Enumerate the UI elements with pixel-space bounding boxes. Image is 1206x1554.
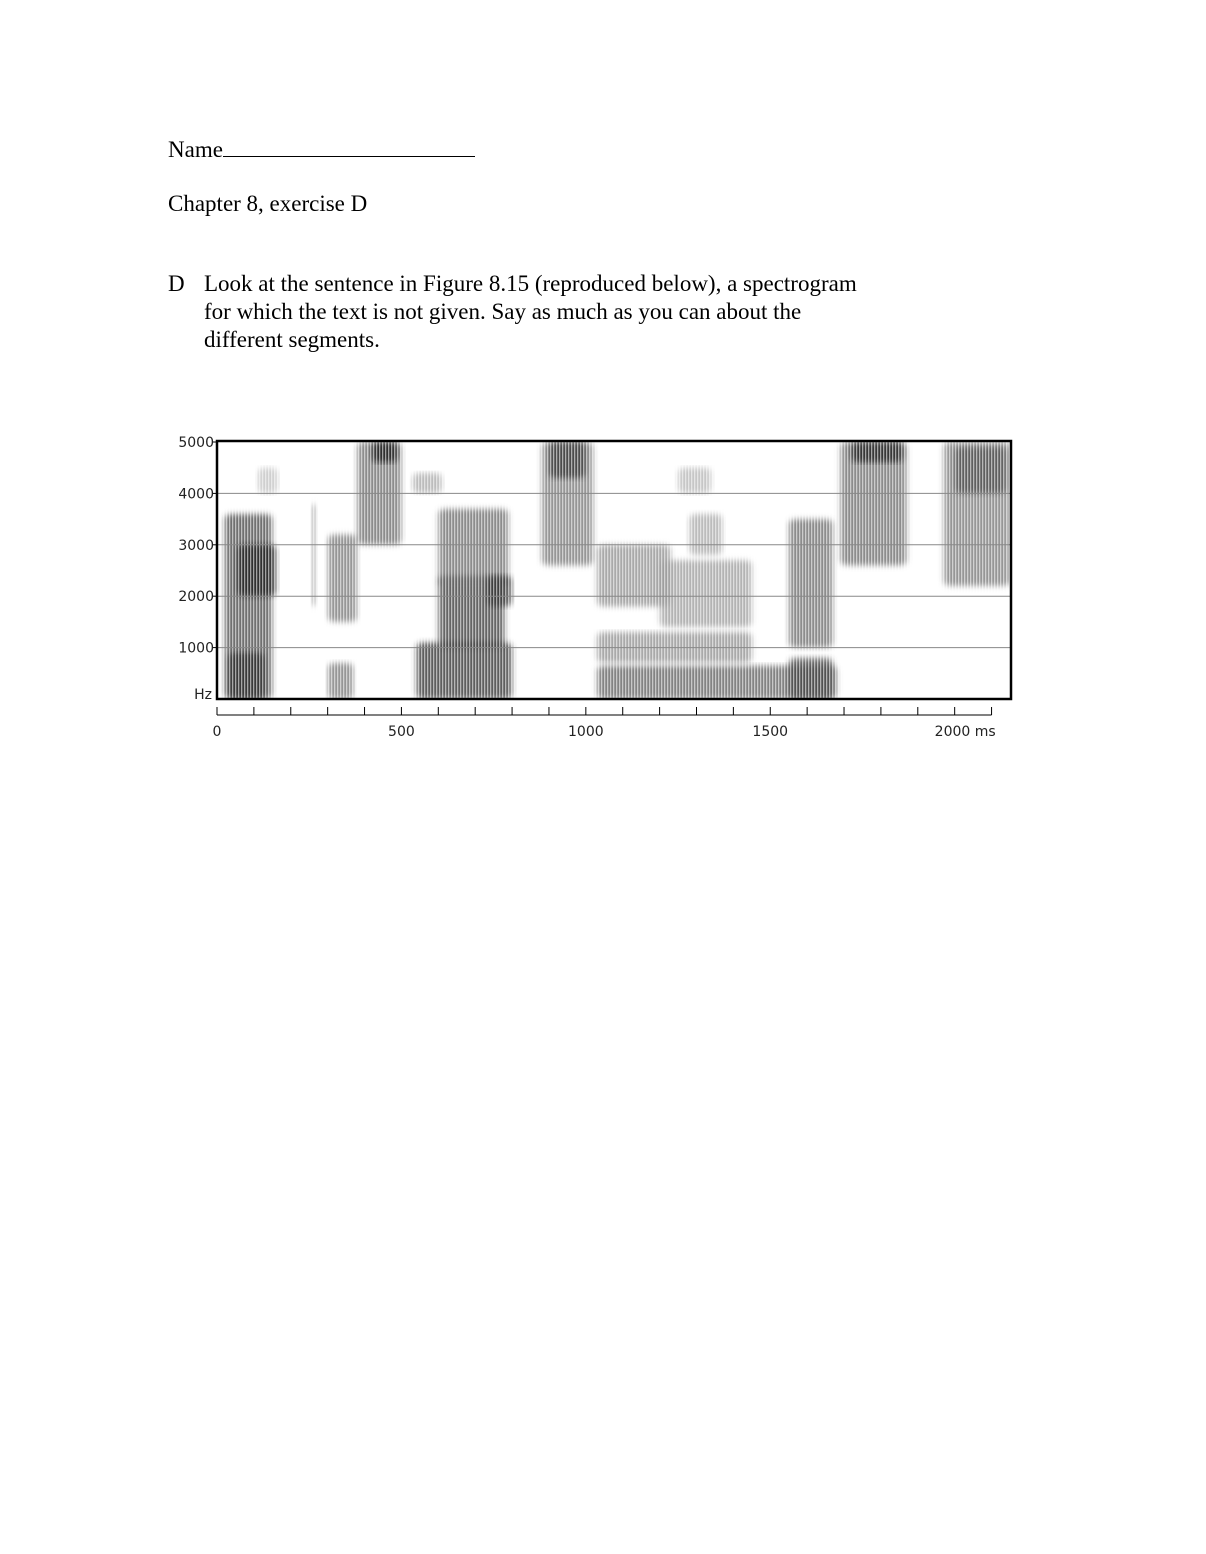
x-tick-label-1000: 1000 bbox=[568, 724, 604, 740]
y-axis bbox=[178, 435, 217, 703]
exercise-prompt: Look at the sentence in Figure 8.15 (reproduced below), a spectrogram for which the text is not given. Say as much as you can about the different segments. bbox=[204, 271, 857, 352]
x-tick-label-500: 500 bbox=[388, 724, 415, 740]
name-field bbox=[168, 134, 475, 165]
spectrogram-chart bbox=[160, 425, 1030, 755]
voicing-striations bbox=[217, 442, 1010, 699]
y-tick-label-1000: 1000 bbox=[178, 640, 214, 657]
exercise-letter: D bbox=[168, 271, 185, 296]
y-tick-label-3000: 3000 bbox=[178, 537, 214, 554]
x-axis bbox=[213, 707, 996, 740]
y-tick-label-5000: 5000 bbox=[178, 435, 214, 451]
x-tick-label-0: 0 bbox=[212, 724, 222, 740]
y-tick-label-2000: 2000 bbox=[178, 589, 214, 606]
x-tick-label-1500: 1500 bbox=[752, 724, 789, 740]
exercise-block bbox=[168, 270, 888, 354]
chapter-title: Chapter 8, exercise D bbox=[168, 191, 368, 216]
spectrogram-figure bbox=[160, 425, 1030, 755]
y-tick-label-4000: 4000 bbox=[178, 486, 214, 503]
y-unit-label: Hz bbox=[194, 687, 212, 703]
name-blank-line[interactable] bbox=[223, 134, 475, 157]
name-label: Name bbox=[168, 137, 223, 162]
x-tick-label-2000: 2000 ms bbox=[934, 724, 996, 740]
